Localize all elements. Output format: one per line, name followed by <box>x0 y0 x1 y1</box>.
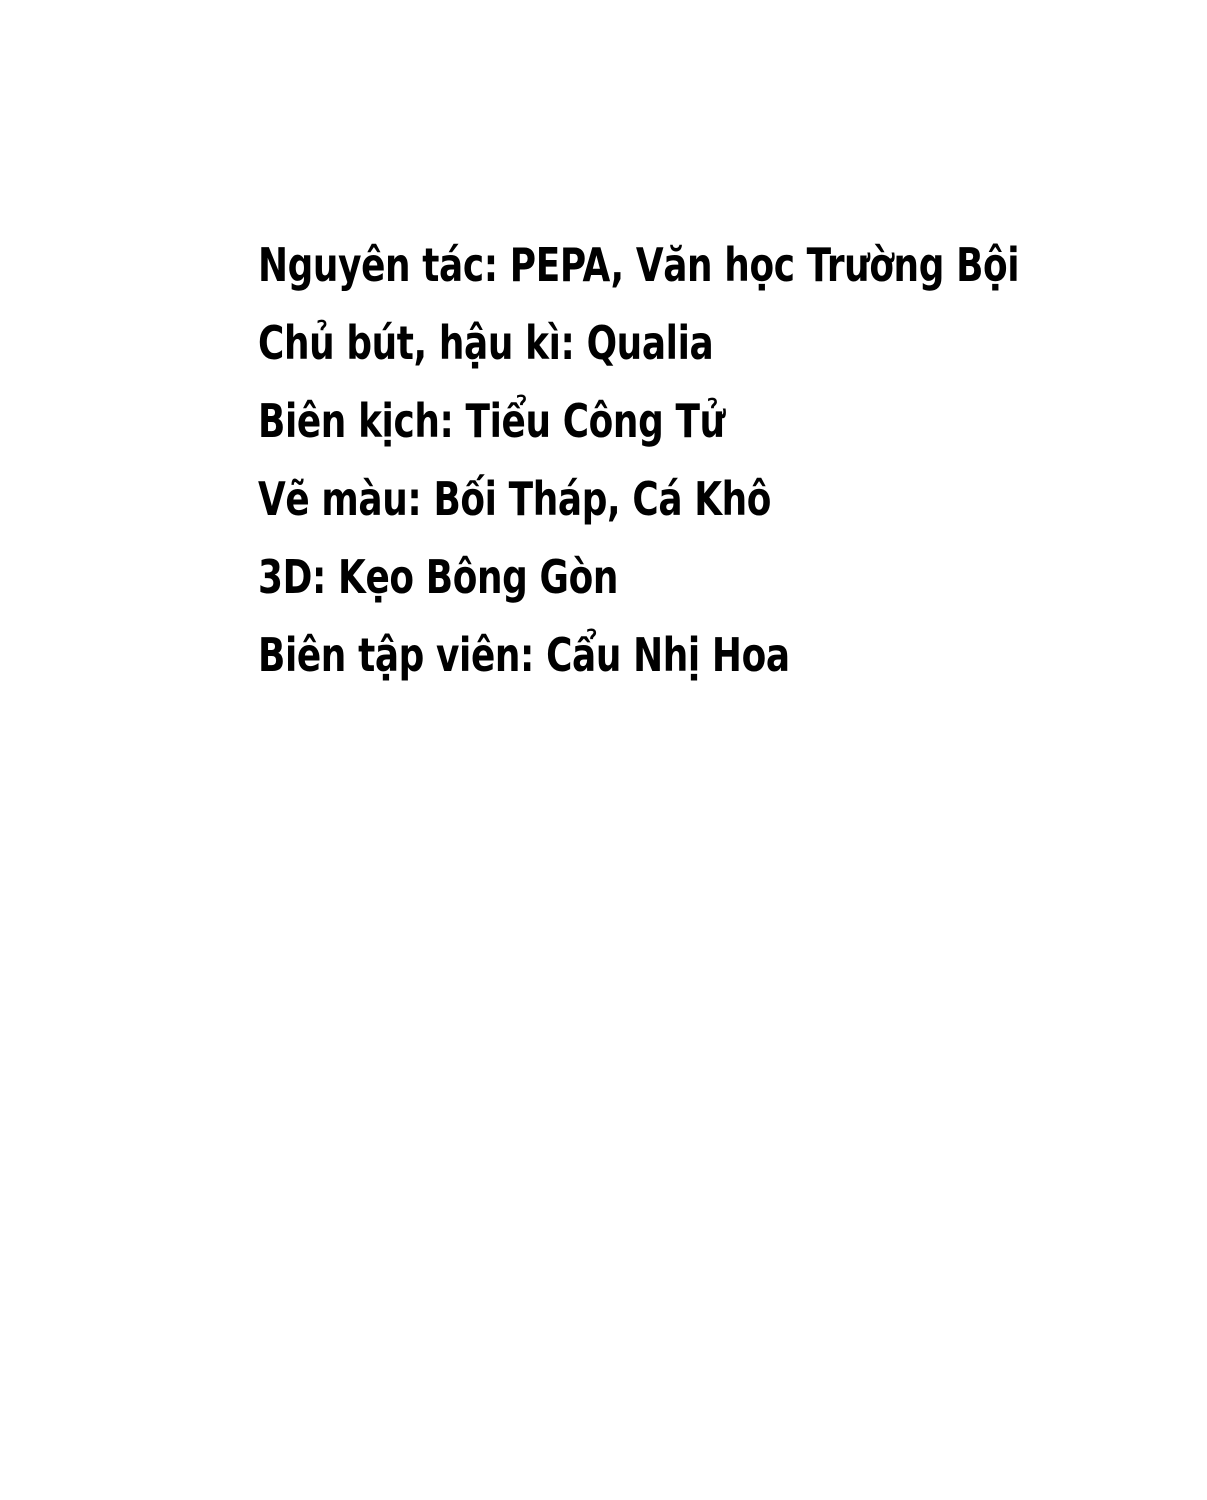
credit-colorist: Vẽ màu: Bối Tháp, Cá Khô <box>258 472 772 526</box>
credit-chief-editor: Chủ bút, hậu kì: Qualia <box>258 316 714 370</box>
credit-editor: Biên tập viên: Cẩu Nhị Hoa <box>258 628 790 682</box>
credit-original-work: Nguyên tác: PEPA, Văn học Trường Bội <box>258 238 1020 292</box>
credits-list <box>258 226 1207 694</box>
credit-3d: 3D: Kẹo Bông Gòn <box>258 550 618 604</box>
credit-screenwriter: Biên kịch: Tiểu Công Tử <box>258 394 725 448</box>
